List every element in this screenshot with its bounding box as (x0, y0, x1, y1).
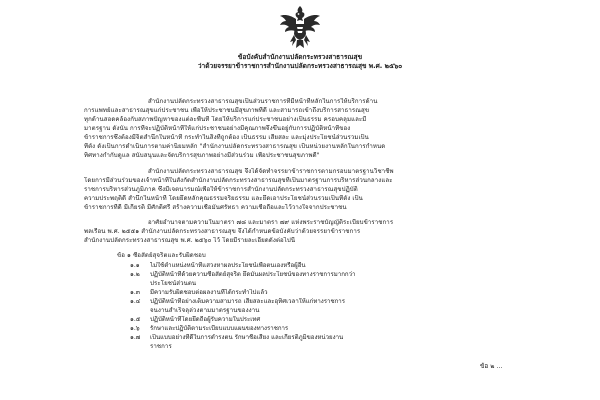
item-continuation: จนงานสำเร็จลุล่วงตามมาตรฐานของงาน (150, 307, 260, 314)
item-number: ๑.๖ (130, 325, 140, 332)
paragraph-line: ข้าราชการที่ดี มีเกียรติ มีศักดิ์ศรี สร้างความเชื่อมั่นศรัทธา ความเชื่อถือและไว้วางใจจากประชาชน (84, 204, 347, 211)
item-number: ๑.๓ (130, 289, 140, 296)
garuda-emblem-icon (278, 4, 322, 50)
paragraph-line: พลเรือน พ.ศ. ๒๕๕๑ สำนักงานปลัดกระทรวงสาธารณสุข จึงได้กำหนดข้อบังคับว่าด้วยจรรยาข้าราชการ (84, 228, 361, 235)
item-continuation: ประโยชน์ส่วนตน (150, 280, 197, 287)
paragraph-line: สำนักงานปลัดกระทรวงสาธารณสุข จึงได้จัดทำจรรยาข้าราชการตามกรอบมาตรฐานวิชาชีพ (148, 168, 394, 175)
list-item (130, 334, 520, 342)
paragraph-line: มาตรฐาน ดังนั้น การที่จะปฏิบัติหน้าที่ให้แก่ประชาชนอย่างมีคุณภาพจึงขึ้นอยู่กับการปฏิบัติหน้าที่ของ (84, 125, 351, 132)
paragraph-line: ทุกด้านสอดคล้องกับสภาพปัญหาของแต่ละพื้นที่ โดยให้บริการแก่ประชาชนอย่างเป็นธรรม ครอบคลุมและมี (84, 116, 367, 123)
item-text: มีความรับผิดชอบต่อผลงานที่ได้กระทำไปแล้ว (150, 289, 268, 296)
list-item (130, 298, 520, 306)
paragraph-line: อาศัยอำนาจตามความในมาตรา ๗๘ และมาตรา ๗๙ แห่งพระราชบัญญัติระเบียบข้าราชการ (148, 219, 394, 226)
paragraph-line: ที่ตั้ง ดังเป็นการดำเนินการตามค่านิยมหลัก "สำนักงานปลัดกระทรวงสาธารณสุข เป็นหน่วยงานหลักในการกำหนด (84, 143, 386, 150)
next-page-marker: ข้อ ๒ ... (480, 362, 503, 370)
item-text: ปฏิบัติหน้าที่โดยยึดถือผู้รับความในประเทศ (150, 316, 261, 323)
item-text: เป็นแบบอย่างที่ดีในการดำรงตน รักษาชื่อเสียง และเกียรติภูมิของหน่วยงาน (150, 334, 344, 341)
item-text: ไม่ใช้ตำแหน่งหน้าที่แสวงหาผลประโยชน์เพื่อตนเองหรือผู้อื่น (150, 262, 306, 269)
paragraph-line: สำนักงานปลัดกระทรวงสาธารณสุข พ.ศ. ๒๕๖๐ ไว้ โดยมีรายละเอียดดังต่อไปนี้ (84, 237, 296, 244)
paragraph-line: ทิศทางกำกับดูแล สนับสนุนและจัดบริการสุขภาพอย่างมีส่วนร่วม เพื่อประชาชนสุขภาพดี" (84, 152, 320, 159)
list-item (130, 271, 520, 279)
paragraph-line: ราชการบริหารส่วนภูมิภาค ซึ่งมีเจตนารมณ์เพื่อให้ข้าราชการสำนักงานปลัดกระทรวงสาธารณสุขปฏิบัติ (84, 186, 358, 193)
list-item (130, 289, 520, 297)
item-text: ปฏิบัติหน้าที่อย่างเต็มความสามารถ เสียสละและอุทิศเวลาให้แก่ทางราชการ (150, 298, 345, 305)
paragraph-line: สำนักงานปลัดกระทรวงสาธารณสุขเป็นส่วนราชการที่มีหน้าที่หลักในการให้บริการด้าน (148, 98, 378, 105)
article-1-heading: ข้อ ๑ ซื่อสัตย์สุจริตและรับผิดชอบ (117, 252, 206, 259)
item-number: ๑.๒ (130, 271, 140, 278)
paragraph-line: โดยการมีส่วนร่วมของเจ้าหน้าที่ในสังกัดสำนักงานปลัดกระทรวงสาธารณสุขที่เป็นมาตรฐานการบริหารส่วนกลางและ (84, 177, 393, 184)
list-item (130, 316, 520, 324)
document-subtitle: ว่าด้วยจรรยาข้าราชการสำนักงานปลัดกระทรวงสาธารณสุข พ.ศ. ๒๕๖๐ (197, 62, 403, 70)
item-number: ๑.๗ (130, 334, 141, 341)
paragraph-line: ข้าราชการซึ่งต้องมีจิตสำนึกในหน้าที่ กระทำในสิ่งที่ถูกต้อง เป็นธรรม เสียสละ และมุ่งประโยชน์ส่วนรวมเป็น (84, 134, 369, 141)
paragraph-line: ความประพฤติดี สำนึกในหน้าที่ โดยยึดหลักคุณธรรมจริยธรรม และยึดเอาประโยชน์ส่วนรวมเป็นที่ตั้ง เป็น (84, 195, 363, 202)
item-number: ๑.๕ (130, 316, 141, 323)
list-item (130, 262, 520, 270)
item-number: ๑.๑ (130, 262, 140, 269)
document-title: ข้อบังคับสำนักงานปลัดกระทรวงสาธารณสุข (237, 53, 363, 61)
item-number: ๑.๔ (130, 298, 141, 305)
item-continuation: ราชการ (150, 343, 172, 350)
list-item (130, 325, 520, 333)
paragraph-line: การแพทย์และสาธารณสุขแก่ประชาชน เพื่อให้ประชาชนมีสุขภาพที่ดี และสามารถเข้าถึงบริการสาธารณสุข (84, 107, 370, 114)
item-text: รักษาและปฏิบัติตามระเบียบแบบแผนของทางราชการ (150, 325, 289, 332)
item-text: ปฏิบัติหน้าที่ด้วยความซื่อสัตย์สุจริต ยึดมั่นผลประโยชน์ของทางราชการมากกว่า (150, 271, 356, 278)
